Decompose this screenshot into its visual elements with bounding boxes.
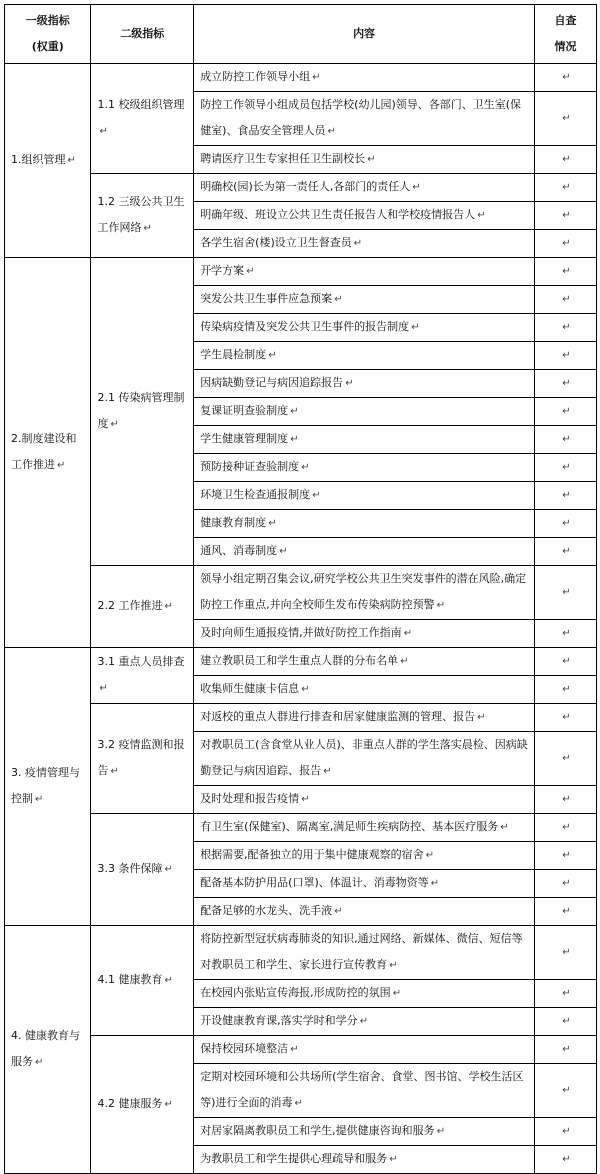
content-cell [194,258,535,286]
content-text: 通风、消毒制度 [200,544,278,557]
paragraph-mark-icon: ↵ [562,238,571,249]
content-cell [194,980,535,1008]
selfcheck-cell[interactable] [534,1118,596,1146]
paragraph-mark-icon: ↵ [562,1154,571,1165]
table-row [5,814,597,842]
content-cell [194,1118,535,1146]
selfcheck-cell[interactable] [534,1008,596,1036]
header-selfcheck-label: 自查 [554,14,577,27]
content-text: 为教职员工和学生提供心理疏导和服务 [200,1152,388,1165]
paragraph-mark-icon: ↵ [562,587,571,598]
content-cell [194,648,535,676]
selfcheck-cell[interactable] [534,482,596,510]
selfcheck-cell[interactable] [534,258,596,286]
selfcheck-cell[interactable] [534,342,596,370]
header-selfcheck-sub: 情况 [554,40,577,53]
level1-label: 2.制度建设和工作推进 [11,432,77,471]
table-row [5,926,597,980]
level2-label: 1.1 校级组织管理 [97,98,185,111]
content-text: 防控工作领导小组成员包括学校(幼儿园)领导、各部门、卫生室(保健室)、食品安全管理人员 [200,98,522,137]
selfcheck-cell[interactable] [534,1064,596,1118]
paragraph-mark-icon: ↵ [562,113,571,124]
content-text: 学生健康管理制度 [200,432,289,445]
selfcheck-cell[interactable] [534,202,596,230]
selfcheck-cell[interactable] [534,146,596,174]
content-text: 保持校园环境整洁 [200,1042,289,1055]
content-text: 领导小组定期召集会议,研究学校公共卫生突发事件的潜在风险,确定防控工作重点,并向全校师生发布传染病防控预警 [200,572,527,611]
table-row [5,174,597,202]
selfcheck-cell[interactable] [534,1146,596,1174]
content-text: 收集师生健康卡信息 [200,682,300,695]
selfcheck-cell[interactable] [534,370,596,398]
paragraph-mark-icon: ↵ [323,766,332,777]
paragraph-mark-icon: ↵ [35,1057,44,1068]
paragraph-mark-icon: ↵ [562,794,571,805]
content-text: 因病缺勤登记与病因追踪报告 [200,376,344,389]
table-row [5,1036,597,1064]
selfcheck-cell[interactable] [534,538,596,566]
content-text: 预防接种证查验制度 [200,460,300,473]
level2-label: 3.2 疫情监测和报告 [97,738,185,777]
selfcheck-cell[interactable] [534,870,596,898]
paragraph-mark-icon: ↵ [562,850,571,861]
content-text: 复课证明查验制度 [200,404,289,417]
paragraph-mark-icon: ↵ [353,238,363,249]
selfcheck-cell[interactable] [534,704,596,732]
paragraph-mark-icon: ↵ [436,1126,446,1137]
table-body [5,64,597,1174]
paragraph-mark-icon: ↵ [562,182,571,193]
paragraph-mark-icon: ↵ [562,546,571,557]
content-text: 聘请医疗卫生专家担任卫生副校长 [200,152,366,165]
content-text: 将防控新型冠状病毒肺炎的知识,通过网络、新媒体、微信、短信等对教职员工和学生、家长进行宣传教育 [200,932,523,971]
level2-indicator [91,704,194,814]
content-text: 在校园内张贴宣传海报,形成防控的氛围 [200,986,391,999]
selfcheck-cell[interactable] [534,230,596,258]
selfcheck-cell[interactable] [534,620,596,648]
paragraph-mark-icon: ↵ [411,322,420,333]
selfcheck-cell[interactable] [534,842,596,870]
header-level1-label: 一级指标 [25,14,70,27]
content-text: 对教职员工(含食堂从业人员)、非重点人群的学生落实晨检、因病缺勤登记与病因追踪、报告 [200,738,528,777]
paragraph-mark-icon: ↵ [290,434,299,445]
content-text: 明确年级、班设立公共卫生责任报告人和学校疫情报告人 [200,208,476,221]
paragraph-mark-icon: ↵ [562,1085,571,1096]
selfcheck-cell[interactable] [534,648,596,676]
paragraph-mark-icon: ↵ [477,210,486,221]
table-row [5,704,597,732]
content-cell [194,926,535,980]
content-text: 及时处理和报告疫情 [200,792,300,805]
level1-indicator [5,926,91,1174]
paragraph-mark-icon: ↵ [562,1044,571,1055]
selfcheck-cell[interactable] [534,732,596,786]
paragraph-mark-icon: ↵ [268,518,277,529]
paragraph-mark-icon: ↵ [67,155,76,166]
selfcheck-cell[interactable] [534,814,596,842]
content-cell [194,426,535,454]
paragraph-mark-icon: ↵ [389,960,398,971]
content-cell [194,398,535,426]
content-text: 开设健康教育课,落实学时和学分 [200,1014,358,1027]
selfcheck-cell[interactable] [534,286,596,314]
level1-label: 3. 疫情管理与控制 [11,766,80,805]
selfcheck-cell[interactable] [534,426,596,454]
content-text: 传染病疫情及突发公共卫生事件的报告制度 [200,320,410,333]
content-text: 配备基本防护用品(口罩)、体温计、消毒物资等 [200,876,429,889]
selfcheck-cell[interactable] [534,510,596,538]
content-text: 学生晨检制度 [200,348,267,361]
content-cell [194,146,535,174]
level2-indicator [91,174,194,258]
content-cell [194,814,535,842]
level2-label: 3.3 条件保障 [97,862,163,875]
paragraph-mark-icon: ↵ [477,712,486,723]
content-cell [194,870,535,898]
content-text: 健康教育制度 [200,516,267,529]
level1-label: 4. 健康教育与服务 [11,1029,80,1068]
level2-label: 4.2 健康服务 [97,1097,163,1110]
level2-label: 1.2 三级公共卫生工作网络 [97,195,185,234]
paragraph-mark-icon: ↵ [279,546,288,557]
header-content: 内容 [194,5,535,64]
paragraph-mark-icon: ↵ [312,72,321,83]
paragraph-mark-icon: ↵ [562,210,571,221]
paragraph-mark-icon: ↵ [327,126,336,137]
paragraph-mark-icon: ↵ [301,684,310,695]
table-row [5,648,597,676]
paragraph-mark-icon: ↵ [268,350,277,361]
paragraph-mark-icon: ↵ [110,766,119,777]
content-cell [194,566,535,620]
level2-label: 4.1 健康教育 [97,973,163,986]
paragraph-mark-icon: ↵ [290,1044,299,1055]
paragraph-mark-icon: ↵ [99,683,108,694]
content-cell [194,620,535,648]
paragraph-mark-icon: ↵ [562,947,571,958]
paragraph-mark-icon: ↵ [562,406,571,417]
selfcheck-cell[interactable] [534,92,596,146]
paragraph-mark-icon: ↵ [143,223,152,234]
paragraph-mark-icon: ↵ [345,378,354,389]
paragraph-mark-icon: ↵ [367,154,376,165]
selfcheck-cell[interactable] [534,980,596,1008]
paragraph-mark-icon: ↵ [562,490,571,501]
content-text: 建立教职员工和学生重点人群的分布名单 [200,654,399,667]
content-cell [194,1064,535,1118]
paragraph-mark-icon: ↵ [562,266,571,277]
paragraph-mark-icon: ↵ [562,462,571,473]
paragraph-mark-icon: ↵ [403,628,413,639]
paragraph-mark-icon: ↵ [312,490,321,501]
level2-indicator [91,1036,194,1174]
paragraph-mark-icon: ↵ [562,753,571,764]
paragraph-mark-icon: ↵ [562,822,571,833]
content-cell [194,230,535,258]
content-text: 明确校(园)长为第一责任人,各部门的责任人 [200,180,411,193]
paragraph-mark-icon: ↵ [164,864,173,875]
selfcheck-cell[interactable] [534,786,596,814]
selfcheck-cell[interactable] [534,1036,596,1064]
paragraph-mark-icon: ↵ [436,600,446,611]
paragraph-mark-icon: ↵ [164,975,173,986]
selfcheck-cell[interactable] [534,398,596,426]
paragraph-mark-icon: ↵ [562,154,571,165]
level2-label: 2.1 传染病管理制度 [97,391,185,430]
content-cell [194,342,535,370]
content-cell [194,842,535,870]
checklist-table [4,4,597,1174]
content-cell [194,1036,535,1064]
paragraph-mark-icon: ↵ [359,1016,369,1027]
paragraph-mark-icon: ↵ [562,712,571,723]
paragraph-mark-icon: ↵ [301,462,310,473]
content-text: 有卫生室(保健室)、隔离室,满足师生疾病防控、基本医疗服务 [200,820,499,833]
paragraph-mark-icon: ↵ [562,656,571,667]
content-cell [194,510,535,538]
content-text: 突发公共卫生事件应急预案 [200,292,333,305]
selfcheck-cell[interactable] [534,174,596,202]
selfcheck-cell[interactable] [534,926,596,980]
paragraph-mark-icon: ↵ [389,1154,398,1165]
paragraph-mark-icon: ↵ [412,182,421,193]
paragraph-mark-icon: ↵ [57,460,66,471]
paragraph-mark-icon: ↵ [562,72,571,83]
level2-indicator [91,258,194,566]
content-cell [194,704,535,732]
content-text: 配备足够的水龙头、洗手液 [200,904,333,917]
paragraph-mark-icon: ↵ [562,434,571,445]
selfcheck-cell[interactable] [534,898,596,926]
selfcheck-cell[interactable] [534,566,596,620]
paragraph-mark-icon: ↵ [562,518,571,529]
content-text: 成立防控工作领导小组 [200,70,311,83]
paragraph-mark-icon: ↵ [164,1099,173,1110]
paragraph-mark-icon: ↵ [334,906,343,917]
paragraph-mark-icon: ↵ [562,350,571,361]
level2-label: 2.2 工作推进 [97,599,163,612]
content-cell [194,482,535,510]
table-row [5,258,597,286]
content-cell [194,286,535,314]
paragraph-mark-icon: ↵ [562,378,571,389]
level2-indicator [91,814,194,926]
paragraph-mark-icon: ↵ [400,656,409,667]
paragraph-mark-icon: ↵ [35,794,44,805]
paragraph-mark-icon: ↵ [246,266,255,277]
paragraph-mark-icon: ↵ [562,322,571,333]
level2-indicator [91,64,194,174]
paragraph-mark-icon: ↵ [562,988,571,999]
paragraph-mark-icon: ↵ [334,294,343,305]
paragraph-mark-icon: ↵ [500,822,509,833]
level2-indicator [91,648,194,704]
paragraph-mark-icon: ↵ [562,1126,571,1137]
content-cell [194,370,535,398]
content-cell [194,174,535,202]
header-level2: 二级指标 [91,5,194,64]
level2-indicator [91,566,194,648]
selfcheck-cell[interactable] [534,64,596,92]
paragraph-mark-icon: ↵ [99,126,108,137]
content-text: 各学生宿舍(楼)设立卫生督查员 [200,236,352,249]
level1-indicator [5,258,91,648]
level2-indicator [91,926,194,1036]
paragraph-mark-icon: ↵ [562,294,571,305]
content-cell [194,64,535,92]
content-cell [194,538,535,566]
content-cell [194,1008,535,1036]
header-level1-sub: (权重) [31,40,64,53]
paragraph-mark-icon: ↵ [392,988,402,999]
level1-indicator [5,64,91,258]
content-text: 对返校的重点人群进行排查和居家健康监测的管理、报告 [200,710,476,723]
content-cell [194,786,535,814]
paragraph-mark-icon: ↵ [425,850,435,861]
content-cell [194,92,535,146]
table-row [5,64,597,92]
paragraph-mark-icon: ↵ [110,419,119,430]
paragraph-mark-icon: ↵ [562,906,571,917]
content-text: 对居家隔离教职员工和学生,提供健康咨询和服务 [200,1124,435,1137]
selfcheck-cell[interactable] [534,676,596,704]
paragraph-mark-icon: ↵ [562,878,571,889]
content-cell [194,314,535,342]
content-text: 开学方案 [200,264,245,277]
paragraph-mark-icon: ↵ [430,878,440,889]
selfcheck-cell[interactable] [534,454,596,482]
content-text: 定期对校园环境和公共场所(学生宿舍、食堂、图书馆、学校生活区等)进行全面的消毒 [200,1070,524,1109]
paragraph-mark-icon: ↵ [294,1098,303,1109]
content-cell [194,732,535,786]
content-text: 根据需要,配备独立的用于集中健康观察的宿舍 [200,848,424,861]
paragraph-mark-icon: ↵ [562,628,571,639]
paragraph-mark-icon: ↵ [562,1016,571,1027]
paragraph-mark-icon: ↵ [562,684,571,695]
header-level1 [5,5,91,64]
paragraph-mark-icon: ↵ [301,794,310,805]
content-cell [194,676,535,704]
selfcheck-cell[interactable] [534,314,596,342]
paragraph-mark-icon: ↵ [290,406,299,417]
content-text: 及时向师生通报疫情,并做好防控工作指南 [200,626,402,639]
table-row [5,566,597,620]
content-cell [194,454,535,482]
level1-indicator [5,648,91,926]
level2-label: 3.1 重点人员排查 [97,655,185,668]
paragraph-mark-icon: ↵ [164,601,173,612]
content-cell [194,898,535,926]
content-cell [194,202,535,230]
level1-label: 1.组织管理 [11,153,66,166]
header-row [5,5,597,64]
content-text: 环境卫生检查通报制度 [200,488,311,501]
content-cell [194,1146,535,1174]
header-selfcheck [534,5,596,64]
